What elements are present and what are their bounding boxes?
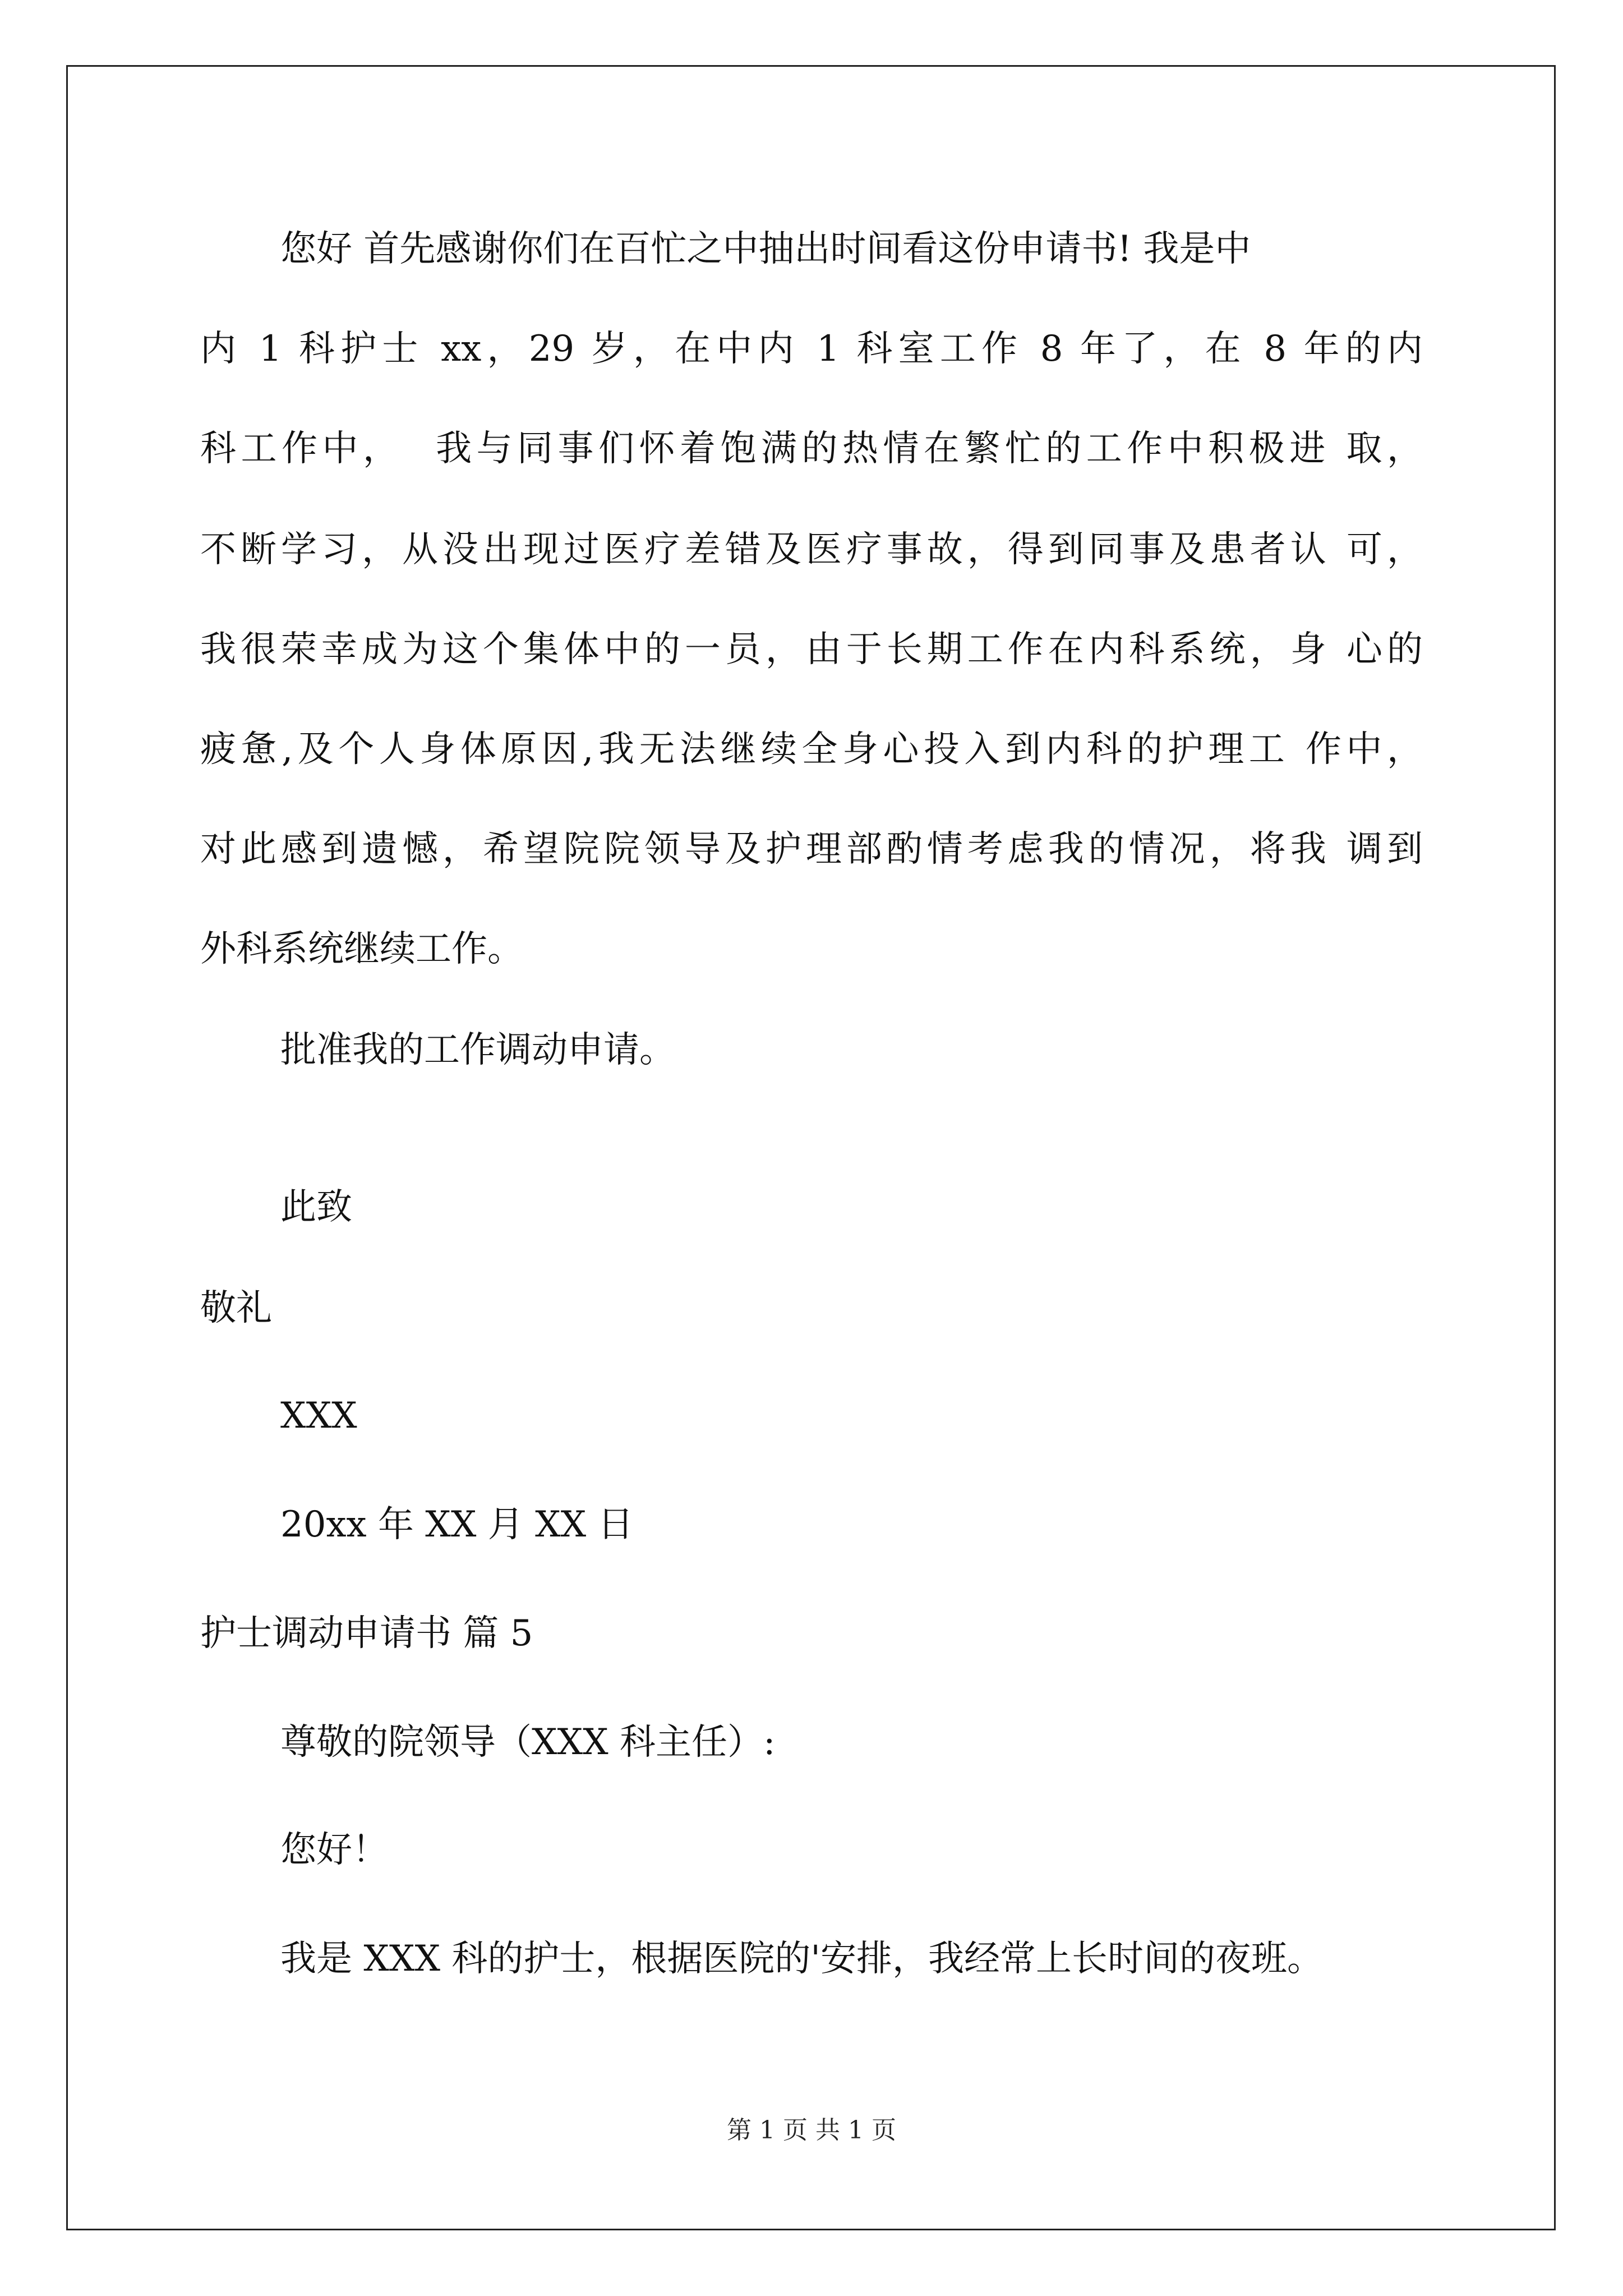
section-title: 护士调动申请书 篇 5 <box>200 1613 533 1654</box>
salutation: 此致 <box>280 1186 352 1228</box>
addressee: 尊敬的院领导（XXX 科主任）: <box>280 1722 776 1763</box>
paragraph-line-3: 科工作中， 我与同事们怀着饱满的热情在繁忙的工作中积极进 取， <box>200 428 1423 470</box>
paragraph-line-5: 我很荣幸成为这个集体中的一员，由于长期工作在内科系统，身 心的 <box>200 629 1423 670</box>
paragraph-line-1: 您好 首先感谢你们在百忙之中抽出时间看这份申请书! 我是中 <box>280 228 1251 270</box>
paragraph-line-7: 对此感到遗憾，希望院院领导及护理部酌情考虑我的情况，将我 调到 <box>200 829 1423 870</box>
page-border <box>66 65 1556 2230</box>
greeting: 您好！ <box>280 1829 388 1871</box>
paragraph-line-4: 不断学习，从没出现过医疗差错及医疗事故，得到同事及患者认 可， <box>200 529 1423 570</box>
regards: 敬礼 <box>200 1287 272 1329</box>
paragraph-line-6: 疲惫,及个人身体原因,我无法继续全身心投入到内科的护理工 作中， <box>200 729 1423 770</box>
page-footer: 第 1 页 共 1 页 <box>727 2116 896 2145</box>
date: 20xx 年 XX 月 XX 日 <box>280 1504 634 1545</box>
paragraph-line-8: 外科系统继续工作。 <box>200 928 523 970</box>
signature: XXX <box>280 1395 357 1437</box>
approve-line: 批准我的工作调动申请。 <box>280 1029 675 1071</box>
body-last-line: 我是 XXX 科的护士，根据医院的'安排，我经常上长时间的夜班。 <box>280 1938 1323 1980</box>
paragraph-line-2: 内 1 科护士 xx，29 岁，在中内 1 科室工作 8 年了，在 8 年的内 <box>200 328 1423 370</box>
